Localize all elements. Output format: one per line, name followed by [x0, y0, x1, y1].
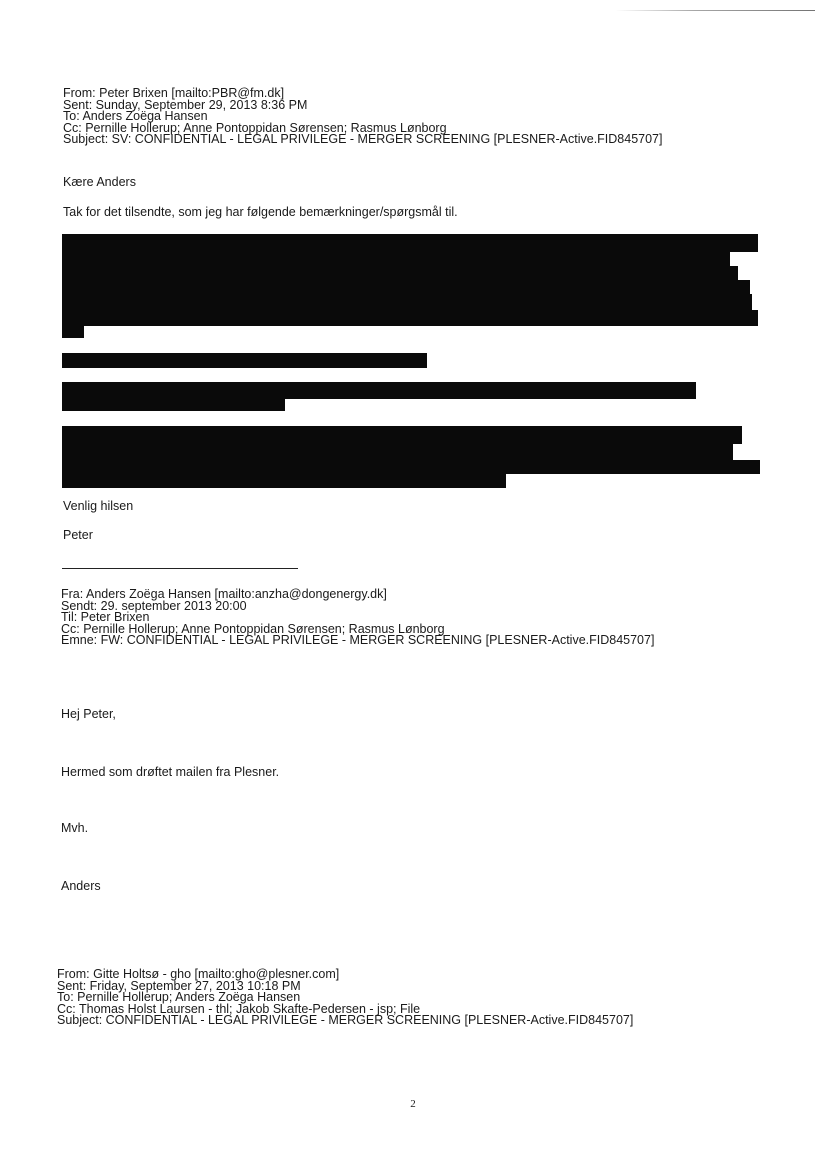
- email3-subject: Subject: CONFIDENTIAL - LEGAL PRIVILEGE - MERGER SCREENING [PLESNER-Active.FID845707]: [57, 1013, 634, 1028]
- email2-closing: Mvh.: [61, 821, 89, 835]
- email1-cc: Cc: Pernille Hollerup; Anne Pontoppidan Sørensen; Rasmus Lønborg: [63, 120, 447, 135]
- email3-from: From: Gitte Holtsø - gho [mailto:gho@plesner.com]: [57, 967, 340, 981]
- email1-signature: Peter: [63, 528, 93, 542]
- email2-body: Hermed som drøftet mailen fra Plesner.: [61, 765, 280, 779]
- email3-to: To: Pernille Hollerup; Anders Zoëga Hansen: [57, 990, 301, 1005]
- page-number: 2: [410, 1098, 416, 1110]
- redaction-block-2: [62, 353, 427, 368]
- scan-artifact-line: [615, 10, 815, 11]
- email2-from: Fra: Anders Zoëga Hansen [mailto:anzha@dongenergy.dk]: [61, 587, 387, 601]
- email2-cc: Cc: Pernille Hollerup; Anne Pontoppidan Sørensen; Rasmus Lønborg: [61, 621, 445, 636]
- email1-subject: Subject: SV: CONFIDENTIAL - LEGAL PRIVILEGE - MERGER SCREENING [PLESNER-Active.FID845707]: [63, 132, 663, 147]
- email2-signature: Anders: [61, 879, 101, 893]
- separator-line: [62, 568, 298, 569]
- email3-header: [57, 969, 633, 1027]
- email1-greeting: Kære Anders: [63, 175, 136, 189]
- email1-intro: Tak for det tilsendte, som jeg har følgende bemærkninger/spørgsmål til.: [63, 205, 458, 219]
- email2-subject: Emne: FW: CONFIDENTIAL - LEGAL PRIVILEGE - MERGER SCREENING [PLESNER-Active.FID845707]: [61, 633, 655, 648]
- email3-sent: Sent: Friday, September 27, 2013 10:18 PM: [57, 978, 301, 993]
- email1-header: [63, 88, 662, 146]
- email2-to: Til: Peter Brixen: [61, 610, 150, 625]
- email1-from: From: Peter Brixen [mailto:PBR@fm.dk]: [63, 86, 285, 100]
- email1-closing: Venlig hilsen: [63, 499, 134, 513]
- email1-sent: Sent: Sunday, September 29, 2013 8:36 PM: [63, 97, 308, 112]
- email2-greeting: Hej Peter,: [61, 707, 116, 721]
- email1-to: To: Anders Zoëga Hansen: [63, 109, 208, 124]
- email3-cc: Cc: Thomas Holst Laursen - thl; Jakob Skafte-Pedersen - jsp; File: [57, 1001, 421, 1016]
- email2-sent: Sendt: 29. september 2013 20:00: [61, 598, 247, 613]
- email2-header: [61, 589, 654, 647]
